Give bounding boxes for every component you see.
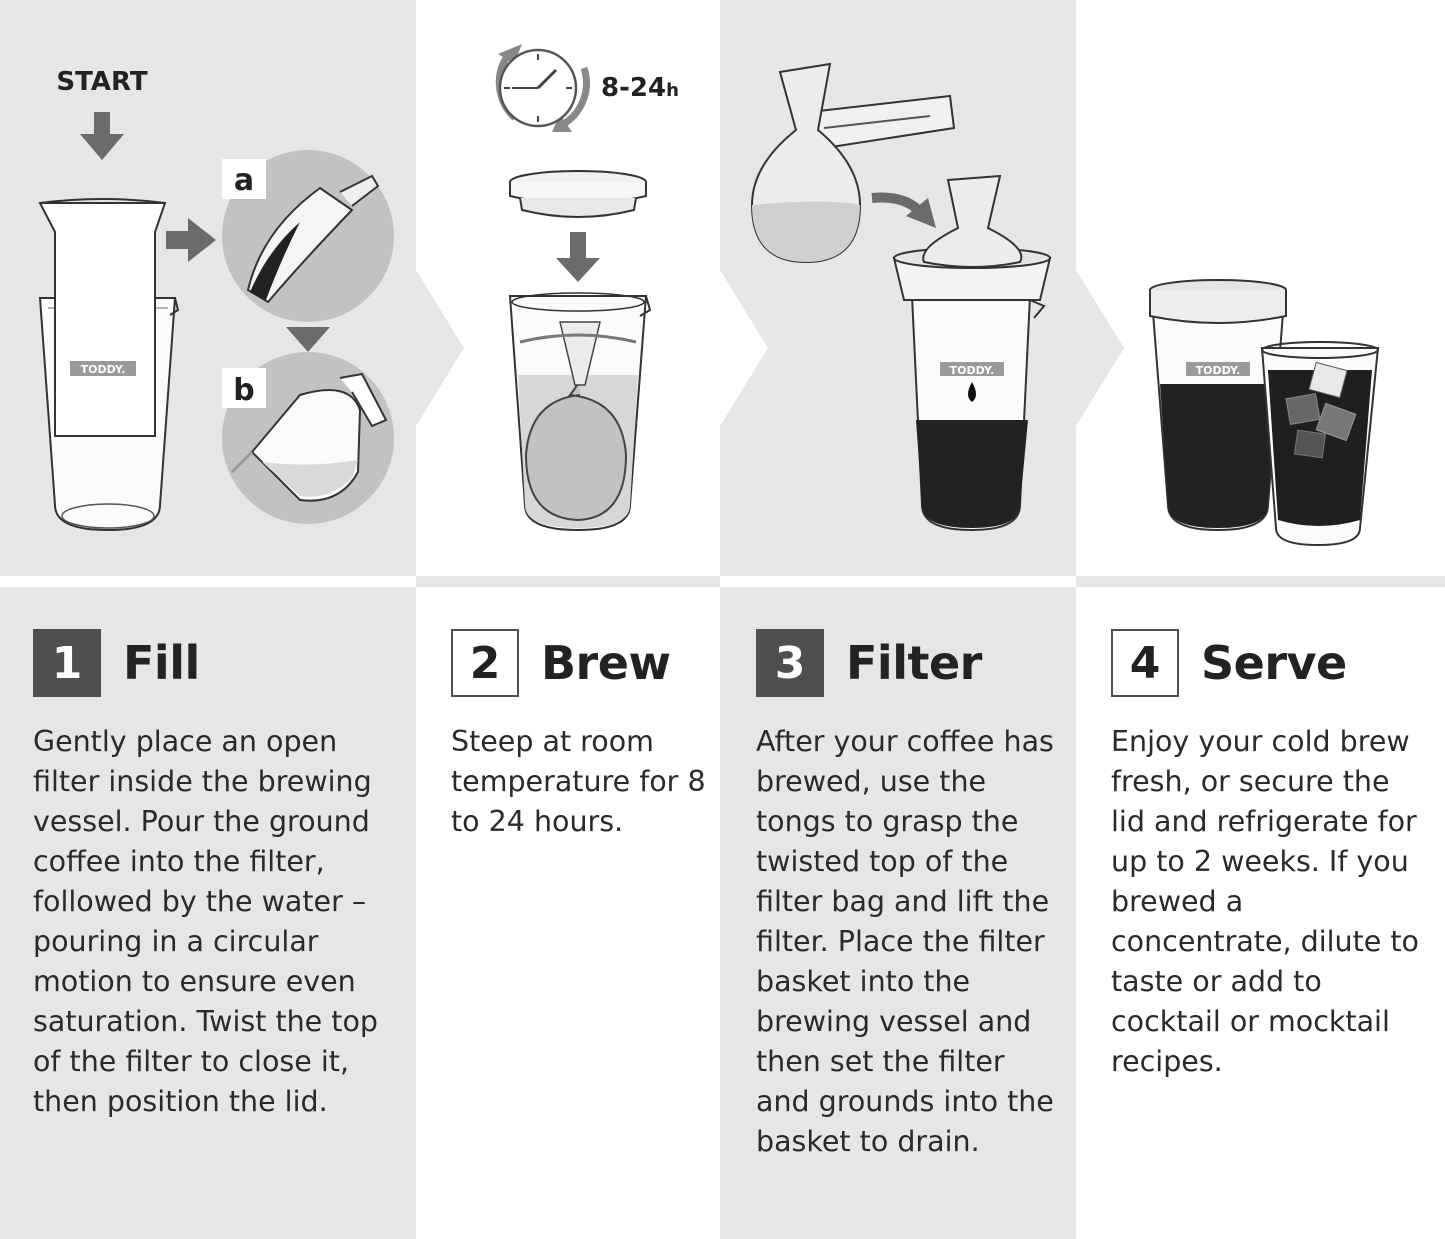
step-title: Filter <box>846 636 982 690</box>
brewing-vessel-icon <box>912 296 1044 530</box>
option-a-label: a <box>233 163 255 198</box>
arrow-right-icon <box>166 218 216 262</box>
filter-basket-icon <box>894 176 1050 300</box>
step-description: Enjoy your cold brew fresh, or secure the lid and refrigerate for up to 2 weeks. If you brewed a concentrate, dilute to taste or add to cocktail or mocktail recipes. <box>1111 725 1419 1078</box>
chevron-icon <box>416 270 464 426</box>
arrow-down-icon <box>556 232 600 282</box>
brand-label: TODDY. <box>1195 364 1241 377</box>
step-description: After your coffee has brewed, use the tongs to grasp the twisted top of the filter bag and lift the filter. Place the filter basket into the brewing vessel and then set the filter and grounds into the basket to drain. <box>756 725 1054 1158</box>
chevron-icon <box>1076 270 1124 426</box>
step-description: Gently place an open filter inside the brewing vessel. Pour the ground coffee into the filter, followed by the water – pouring in a circular motion to ensure even saturation. Twist the top of the filter to close it, then position the lid. <box>33 725 378 1118</box>
brand-label: TODDY. <box>80 363 126 376</box>
ice-cube-icon <box>1294 430 1325 458</box>
brew-time-label: 8-24h <box>601 73 679 103</box>
brewing-vessel-icon <box>510 293 650 530</box>
filter-bag-icon <box>40 199 165 436</box>
ice-cube-icon <box>1286 394 1320 425</box>
filter-bag-lifted-icon <box>752 64 860 262</box>
step-1-header <box>33 628 200 698</box>
arrow-down-icon <box>286 327 330 352</box>
start-label: START <box>56 67 148 97</box>
step-number-badge: 1 <box>33 629 101 697</box>
clock-icon <box>498 44 586 132</box>
arrow-down-icon <box>80 112 124 160</box>
glass-icon <box>1262 342 1378 545</box>
step-title: Serve <box>1201 636 1347 690</box>
step-number-badge: 3 <box>756 629 824 697</box>
step-number-badge: 4 <box>1111 629 1179 697</box>
lid-icon <box>510 171 646 217</box>
step-title: Fill <box>123 636 200 690</box>
step-number-badge: 2 <box>451 629 519 697</box>
step-title: Brew <box>541 636 671 690</box>
option-b-label: b <box>233 373 255 408</box>
illustration <box>0 0 1445 580</box>
step-3-header <box>756 628 982 698</box>
brand-label: TODDY. <box>949 364 995 377</box>
chevron-icon <box>720 270 768 426</box>
arrow-curved-icon <box>872 198 936 228</box>
step-description: Steep at room temperature for 8 to 24 hours. <box>451 725 706 838</box>
step-2-header <box>451 628 670 698</box>
step-4-header <box>1111 628 1347 698</box>
